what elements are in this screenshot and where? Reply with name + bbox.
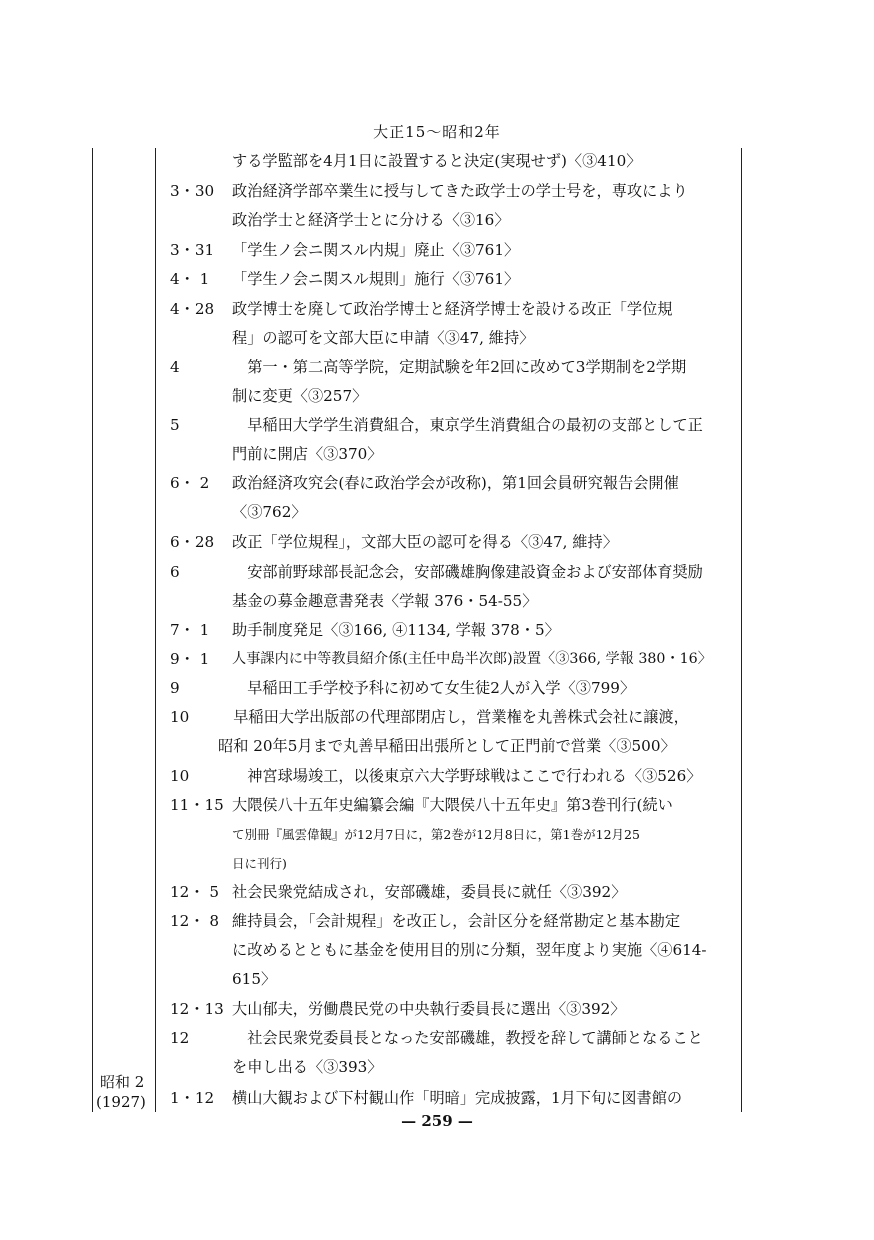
entry-line: 早稲田大学学生消費組合，東京学生消費組合の最初の支部として正 — [247, 416, 703, 434]
entry-line: て別冊『風雲偉観』が12月7日に，第2巻が12月8日に，第1巻が12月25 — [232, 827, 640, 842]
entry-line: 門前に開店〈③370〉 — [232, 445, 383, 463]
entry-text — [232, 1024, 740, 1082]
entry-text — [232, 177, 740, 235]
entry-text — [232, 265, 740, 294]
entry-line: 横山大観および下村観山作「明暗」完成披露，1月下旬に図書館の — [232, 1089, 683, 1107]
entry-line: 制に変更〈③257〉 — [232, 387, 368, 405]
entry-text — [232, 236, 740, 265]
entry-date: 1・12 — [170, 1089, 215, 1107]
entry-line: に改めるとともに基金を使用目的別に分類，翌年度より実施〈④614- — [232, 941, 707, 959]
page-header: 大正15～昭和2年 — [373, 123, 501, 141]
entry-line: 第一・第二高等学院，定期試験を年2回に改めて3学期制を2学期 — [247, 358, 687, 376]
entry-line: 「学生ノ会ニ関スル規則」施行〈③761〉 — [232, 270, 520, 288]
year-label — [96, 1072, 154, 1112]
entry-line: 助手制度発足〈③166, ④1134, 学報 378・5〉 — [232, 621, 560, 639]
entry-date: 10 — [170, 767, 190, 785]
entry-text — [232, 645, 740, 674]
entry-line: 神宮球場竣工，以後東京六大学野球戦はここで行われる〈③526〉 — [247, 767, 702, 785]
entry-date: 7・ 1 — [170, 621, 210, 639]
entry-line: 政治経済学部卒業生に授与してきた政学士の学士号を，専攻により — [232, 182, 688, 200]
entry-line: 人事課内に中等教員紹介係(主任中島半次郎)設置〈③366, 学報 380・16〉 — [232, 651, 712, 667]
year-column-divider — [155, 148, 156, 1112]
entry-date: 4・28 — [170, 300, 215, 318]
entry-date: 3・31 — [170, 241, 215, 259]
entry-line: 政学博士を廃して政治学博士と経済学博士を設ける改正「学位規 — [232, 300, 673, 318]
entry-date: 6・28 — [170, 533, 215, 551]
entry-line: 改正「学位規程」，文部大臣の認可を得る〈③47, 維持〉 — [232, 533, 618, 551]
entry-date: 9 — [170, 679, 180, 697]
entry-date: 3・30 — [170, 182, 215, 200]
entry-line: 早稲田工手学校予科に初めて女生徒2人が入学〈③799〉 — [247, 679, 636, 697]
entry-line: 早稲田大学出版部の代理部閉店し，営業権を丸善株式会社に譲渡， — [233, 708, 689, 726]
entry-line: を申し出る〈③393〉 — [232, 1058, 383, 1076]
entry-line: する学監部を4月1日に設置すると決定(実現せず)〈③410〉 — [232, 152, 642, 170]
entry-text — [232, 878, 740, 907]
year-western: (1927) — [96, 1093, 146, 1111]
entry-text — [232, 411, 740, 469]
page-number: — 259 — — [401, 1112, 473, 1130]
entry-text — [232, 469, 740, 527]
entry-text — [232, 1084, 740, 1113]
entry-line: 基金の募金趣意書発表〈学報 376・54-55〉 — [232, 592, 538, 610]
entry-line: 615〉 — [232, 970, 277, 988]
entry-date: 12・ 8 — [170, 912, 220, 930]
entry-date: 12 — [170, 1029, 190, 1047]
entry-line: 安部前野球部長記念会，安部磯雄胸像建設資金および安部体育奨励 — [247, 563, 703, 581]
left-border-line — [92, 148, 93, 1112]
entry-date: 12・ 5 — [170, 883, 220, 901]
entry-date: 10 — [170, 708, 190, 726]
entry-text — [232, 762, 740, 791]
entry-line: 〈③762〉 — [232, 503, 307, 521]
entry-date: 6・ 2 — [170, 474, 210, 492]
entry-date: 6 — [170, 563, 180, 581]
entry-line: 程」の認可を文部大臣に申請〈③47, 維持〉 — [232, 329, 535, 347]
entry-date: 12・13 — [170, 1000, 224, 1018]
entry-line: 日に刊行) — [232, 856, 287, 871]
entry-line: 政治学士と経済学士とに分ける〈③16〉 — [232, 211, 510, 229]
entry-date: 9・ 1 — [170, 650, 210, 668]
entry-text — [232, 147, 740, 176]
entry-line: 維持員会，「会計規程」を改正し，会計区分を経常勘定と基本勘定 — [232, 912, 681, 930]
year-era: 昭和 2 — [100, 1073, 145, 1091]
entry-line: 大山郁夫，労働農民党の中央執行委員長に選出〈③392〉 — [232, 1000, 626, 1018]
entry-line: 「学生ノ会ニ関スル内規」廃止〈③761〉 — [232, 241, 520, 259]
entry-line: 政治経済攻究会(春に政治学会が改称)，第1回会員研究報告会開催 — [232, 474, 679, 492]
entry-date: 4・ 1 — [170, 270, 210, 288]
entry-text — [232, 528, 740, 557]
entry-line: 社会民衆党委員長となった安部磯雄，教授を辞して講師となること — [247, 1029, 703, 1047]
entry-line: 社会民衆党結成され，安部磯雄，委員長に就任〈③392〉 — [232, 883, 627, 901]
entry-text — [232, 616, 740, 645]
entry-text — [232, 995, 740, 1024]
entry-line: 大隈侯八十五年史編纂会編『大隈侯八十五年史』第3巻刊行(続い — [232, 796, 673, 814]
entry-date: 11・15 — [170, 796, 224, 814]
entry-line: 昭和 20年5月まで丸善早稲田出張所として正門前で営業〈③500〉 — [218, 737, 676, 755]
entry-text — [232, 907, 740, 994]
entry-text — [218, 703, 740, 761]
entry-text — [232, 674, 740, 703]
right-border-line — [741, 148, 742, 1112]
entry-text — [232, 791, 740, 878]
entry-text — [232, 558, 740, 616]
entry-date: 4 — [170, 358, 180, 376]
entry-text — [232, 353, 740, 411]
entry-date: 5 — [170, 416, 180, 434]
entry-text — [232, 295, 740, 353]
